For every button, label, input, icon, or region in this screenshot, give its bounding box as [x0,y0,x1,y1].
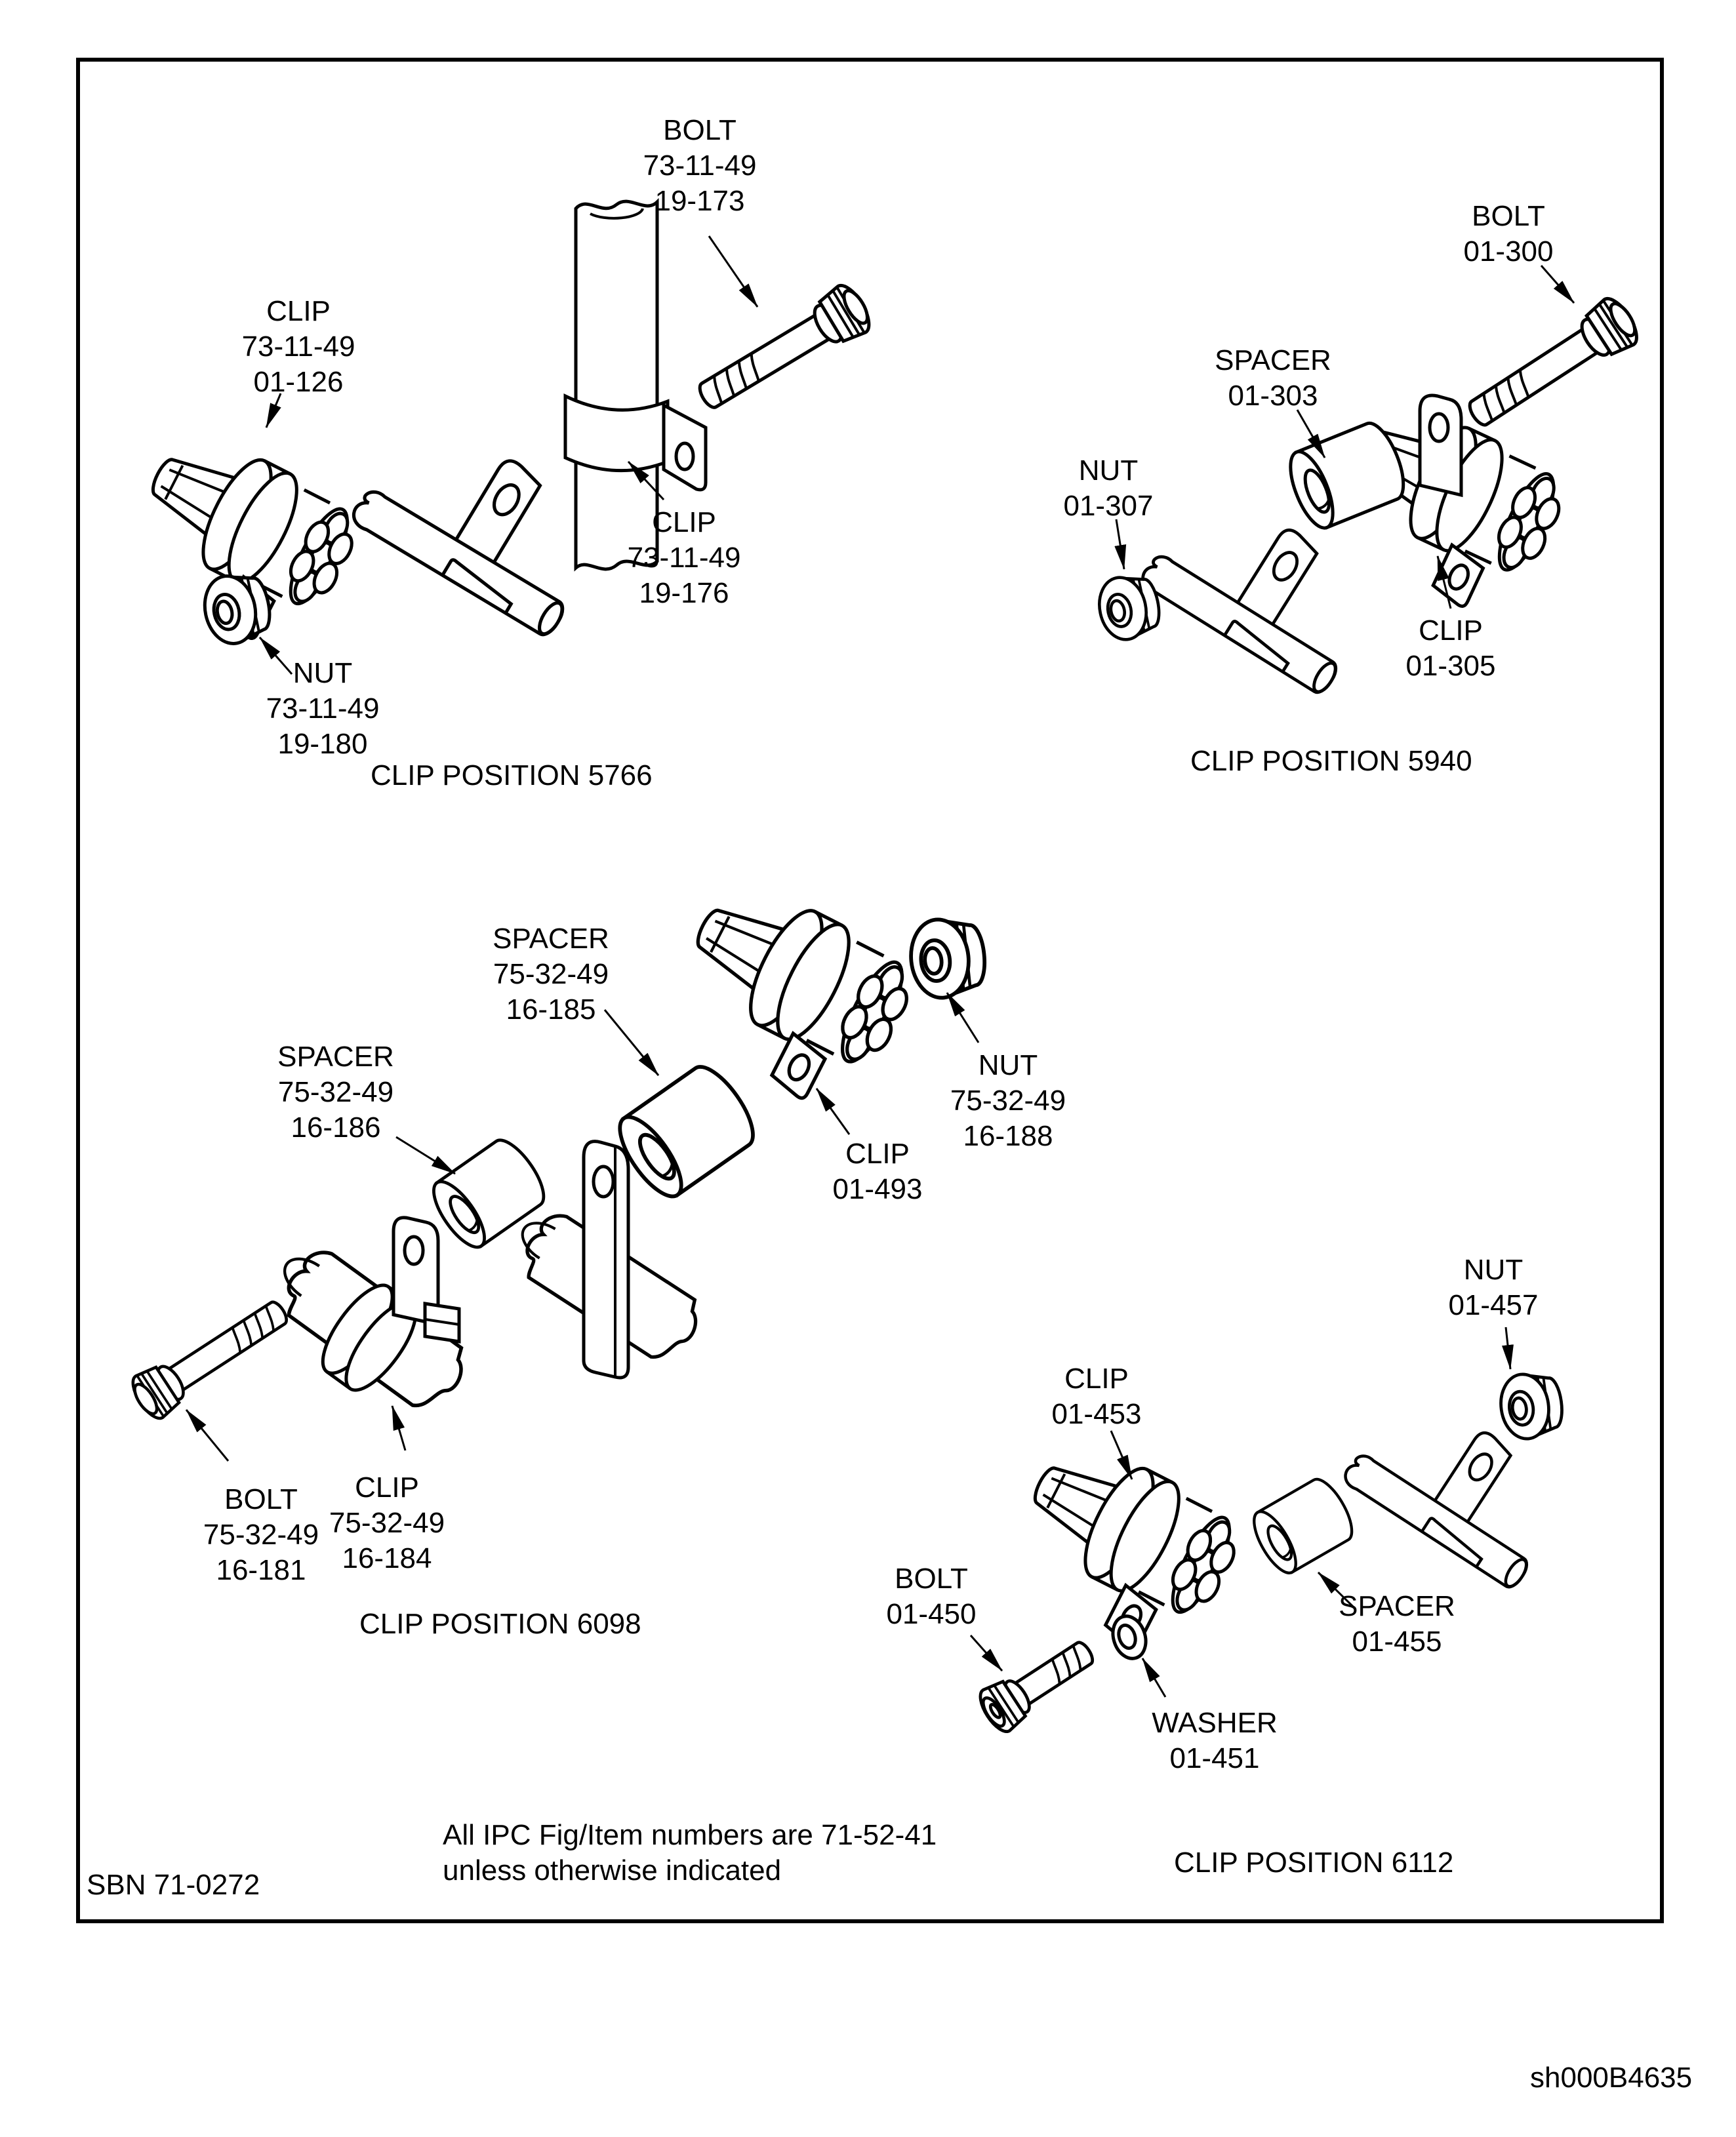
part-label-line: CLIP [845,1138,910,1170]
part-label-line: BOLT [224,1483,298,1515]
part-label-line: BOLT [895,1563,968,1595]
part-label-line: CLIP [266,295,331,327]
bolt-19-173-illustration [689,280,876,422]
part-label-line: 01-493 [832,1173,923,1205]
part-label-line: 16-185 [506,993,596,1026]
part-label-spacer-01-303 [1215,343,1331,414]
bolt-16-181-illustration [126,1289,296,1424]
part-label-spacer-01-455 [1339,1589,1455,1660]
part-label-nut-16-188 [950,1048,1066,1154]
caption-clip-position-5766: CLIP POSITION 5766 [371,759,653,791]
clip-01-305-tab [1420,395,1461,495]
part-label-clip-01-305 [1405,613,1495,684]
part-label-line: 16-184 [342,1542,432,1574]
part-label-line: SPACER [1339,1590,1455,1622]
part-label-line: 19-176 [639,577,729,609]
part-label-line: 16-181 [216,1554,306,1586]
part-label-line: NUT [1463,1254,1524,1286]
part-label-spacer-16-186 [277,1039,394,1146]
part-label-nut-19-180 [266,656,380,762]
sheet-code: sh000B4635 [1530,2062,1693,2094]
part-label-bolt-01-450 [886,1561,976,1632]
part-label-line: 01-450 [886,1598,977,1630]
part-label-line: 75-32-49 [950,1085,1066,1117]
caption-clip-position-6112: CLIP POSITION 6112 [1174,1847,1454,1879]
part-label-line: SPACER [1215,344,1331,376]
part-label-line: NUT [1078,454,1139,487]
part-label-line: 75-32-49 [277,1076,394,1108]
part-label-line: NUT [293,657,353,689]
part-label-line: BOLT [1472,200,1545,232]
bolt-01-300-illustration [1459,293,1644,439]
part-label-line: 16-186 [291,1111,381,1144]
part-label-line: 01-303 [1228,380,1318,412]
part-label-line: 19-173 [655,185,745,217]
part-label-bolt-19-173 [643,113,757,219]
part-label-line: WASHER [1152,1707,1278,1739]
part-label-line: CLIP [355,1471,419,1504]
part-label-bolt-01-300 [1463,199,1553,270]
part-label-nut-01-307 [1063,453,1153,524]
part-label-line: 01-457 [1448,1289,1539,1321]
part-label-spacer-16-185 [493,921,609,1028]
assembly-clip-position-5940 [1094,266,1644,697]
ipc-note-line1: All IPC Fig/Item numbers are 71-52-41 [443,1819,937,1851]
nut-19-180-illustration [199,569,275,649]
part-label-line: 01-305 [1405,650,1496,682]
part-label-line: 75-32-49 [493,958,609,990]
part-label-line: 01-307 [1063,490,1154,522]
part-label-washer-01-451 [1152,1706,1278,1776]
part-label-line: CLIP [652,506,716,538]
part-label-line: 01-455 [1352,1626,1442,1658]
part-label-line: CLIP [1419,614,1483,647]
part-label-nut-01-457 [1448,1252,1538,1323]
nut-16-188-illustration [907,915,988,1001]
bolt-01-450-illustration [975,1630,1102,1737]
part-label-line: 73-11-49 [627,542,741,574]
part-label-line: SPACER [277,1041,394,1073]
caption-clip-position-6098: CLIP POSITION 6098 [359,1608,641,1640]
part-label-line: SPACER [493,923,609,955]
caption-clip-position-5940: CLIP POSITION 5940 [1190,745,1472,777]
part-label-line: 73-11-49 [643,150,757,182]
part-label-clip-01-493 [832,1136,922,1207]
assembly-clip-position-5766 [110,201,876,674]
part-label-line: 73-11-49 [241,330,355,363]
part-label-clip-19-176 [628,505,741,611]
bracket-plate-illustration [584,1142,628,1378]
ipc-note-line2: unless otherwise indicated [443,1854,782,1887]
part-label-clip-01-126 [242,294,355,400]
part-label-line: 01-453 [1051,1398,1142,1430]
nut-01-457-illustration [1497,1369,1565,1442]
part-label-line: NUT [978,1049,1038,1081]
part-label-line: 01-126 [253,366,344,398]
part-label-clip-16-184 [329,1470,445,1576]
part-label-line: 75-32-49 [203,1519,319,1551]
part-label-line: 75-32-49 [329,1507,445,1539]
part-label-line: 19-180 [277,728,368,760]
part-label-line: 01-451 [1169,1742,1260,1774]
part-label-line: 73-11-49 [266,692,380,725]
spacer-01-455-illustration [1246,1473,1360,1579]
document-reference: SBN 71-0272 [87,1869,260,1901]
part-label-bolt-16-181 [203,1482,319,1588]
part-label-clip-01-453 [1051,1361,1141,1432]
part-label-line: 16-188 [963,1120,1053,1152]
spacer-16-185-illustration [609,1058,763,1205]
part-label-line: CLIP [1064,1363,1129,1395]
part-label-line: 01-300 [1463,235,1554,268]
part-label-line: BOLT [663,114,737,146]
